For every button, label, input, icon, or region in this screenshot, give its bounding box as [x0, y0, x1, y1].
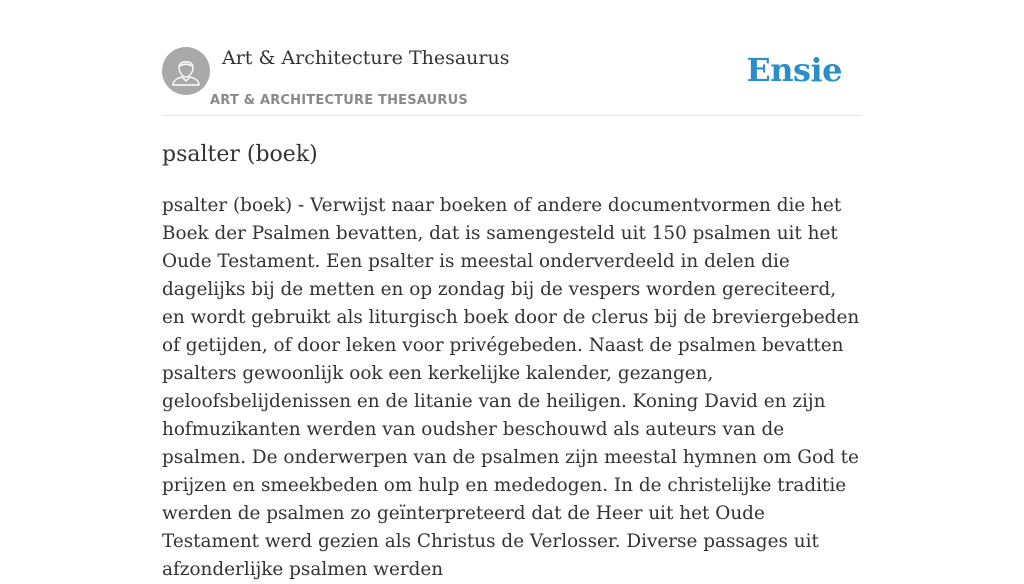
article-body: psalter (boek) - Verwijst naar boeken of andere documentvormen die het Boek der Psalmen bevatten, dat is samengesteld uit 150 psalmen uit het Oude Testament. Een psalter is meestal onderverdeeld in delen die dagelijks bij de metten en op zondag bij de vespers worden gereciteerd, en wordt gebruikt als liturgisch boek door de clerus bij de breviergebeden of getijden, of door leken voor privégebeden. Naast de psalmen bevatten psalters gewoonlijk ook een kerkelijke kalender, gezangen, geloofsbelijdenissen en de litanie van de heiligen. Koning David en zijn hofmuzikanten werden van oudsher beschouwd als auteurs van de psalmen. De onderwerpen van de psalmen zijn meestal hymnen om God te prijzen en smeekbeden om hulp en mededogen. In de christelijke traditie werden de psalmen zo geïnterpreteerd dat de Heer uit het Oude Testament werd gezien als Christus de Verlosser. Diverse passages uit afzonderlijke psalmen werden [162, 195, 860, 580]
header [162, 0, 862, 116]
author-subtitle[interactable]: ART & ARCHITECTURE THESAURUS [210, 93, 468, 108]
page-title: psalter (boek) [162, 142, 318, 167]
user-avatar-icon[interactable] [162, 47, 210, 95]
author-name[interactable]: Art & Architecture Thesaurus [222, 47, 510, 69]
brand-logo[interactable]: Ensie [746, 51, 842, 89]
